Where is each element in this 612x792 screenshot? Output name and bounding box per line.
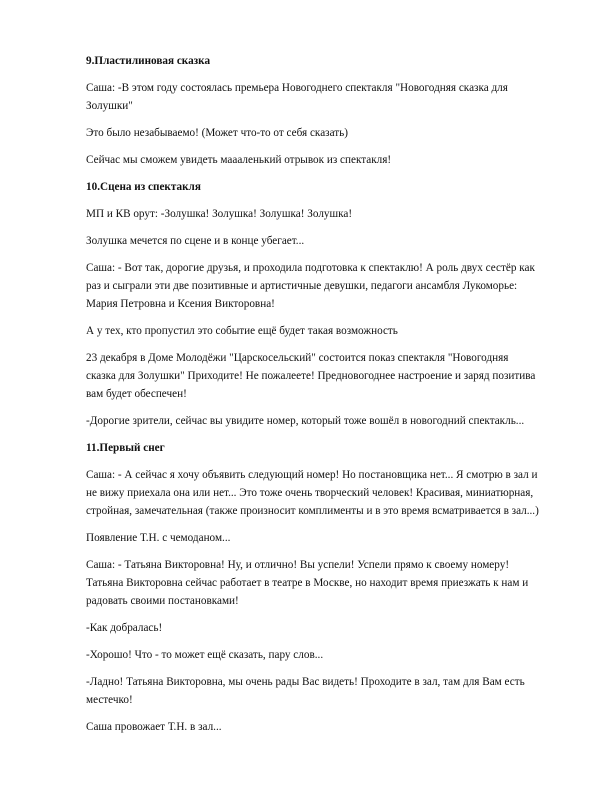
text-line: Саша: -В этом году состоялась премьера Новогоднего спектакля "Новогодняя сказка для (86, 82, 508, 94)
paragraph (86, 619, 546, 637)
text-line: не вижу приехала она или нет... Это тоже очень творческий человек! Красивая, миниатюрная, (86, 487, 534, 499)
paragraph (86, 124, 546, 142)
text-line: МП и КВ орут: -Золушка! Золушка! Золушка! Золушка! (86, 208, 353, 220)
text-line: Появление Т.Н. с чемоданом... (86, 532, 231, 544)
paragraph (86, 529, 546, 547)
text-line: радовать своими постановками! (86, 595, 239, 607)
section-heading (86, 439, 546, 457)
section-heading (86, 52, 546, 70)
text-line: Сейчас мы сможем увидеть маааленький отрывок из спектакля! (86, 154, 392, 166)
text-line: -Как добралась! (86, 622, 163, 634)
paragraph (86, 412, 546, 430)
text-line: Саша: - Татьяна Викторовна! Ну, и отлично! Вы успели! Успели прямо к своему номеру! (86, 559, 510, 571)
text-line: стройная, замечательная (также произносит комплименты и в это время всматривается в зал...) (86, 505, 539, 517)
text-line: вам будет обеспечен! (86, 388, 187, 400)
text-line: -Хорошо! Что - то может ещё сказать, пару слов... (86, 649, 324, 661)
paragraph (86, 205, 546, 223)
paragraph (86, 259, 546, 313)
text-line: 10.Сцена из спектакля (86, 181, 201, 193)
text-line: Золушки" (86, 100, 133, 112)
paragraph (86, 466, 546, 520)
text-line: местечко! (86, 694, 133, 706)
text-line: раз и сыграли эти две позитивные и артистичные девушки, педагоги ансамбля Лукоморье: (86, 280, 518, 292)
text-line: Саша: - А сейчас я хочу объявить следующий номер! Но постановщика нет... Я смотрю в зал и (86, 469, 538, 481)
paragraph (86, 349, 546, 403)
text-line: -Ладно! Татьяна Викторовна, мы очень рады Вас видеть! Проходите в зал, там для Вам есть (86, 676, 525, 688)
text-line: А у тех, кто пропустил это событие ещё будет такая возможность (86, 325, 398, 337)
text-line: Саша: - Вот так, дорогие друзья, и проходила подготовка к спектаклю! А роль двух сестёр как (86, 262, 535, 274)
text-line: Золушка мечется по сцене и в конце убегает... (86, 235, 305, 247)
text-line: сказка для Золушки" Приходите! Не пожалеете! Предновогоднее настроение и заряд позитива (86, 370, 536, 382)
text-line: 23 декабря в Доме Молодёжи "Царскосельский" состоится показ спектакля "Новогодняя (86, 352, 509, 364)
document-page (86, 52, 546, 745)
text-line: Это было незабываемо! (Может что-то от себя сказать) (86, 127, 348, 139)
paragraph (86, 673, 546, 709)
text-line: Мария Петровна и Ксения Викторовна! (86, 298, 275, 310)
paragraph (86, 151, 546, 169)
paragraph (86, 79, 546, 115)
paragraph (86, 646, 546, 664)
paragraph (86, 718, 546, 736)
text-line: Татьяна Викторовна сейчас работает в театре в Москве, но находит время приезжать к нам и (86, 577, 529, 589)
text-line: -Дорогие зрители, сейчас вы увидите номер, который тоже вошёл в новогодний спектакль... (86, 415, 525, 427)
paragraph (86, 322, 546, 340)
text-line: 9.Пластилиновая сказка (86, 55, 211, 67)
paragraph (86, 556, 546, 610)
section-heading (86, 178, 546, 196)
text-line: Саша провожает Т.Н. в зал... (86, 721, 222, 733)
text-line: 11.Первый снег (86, 442, 165, 454)
paragraph (86, 232, 546, 250)
